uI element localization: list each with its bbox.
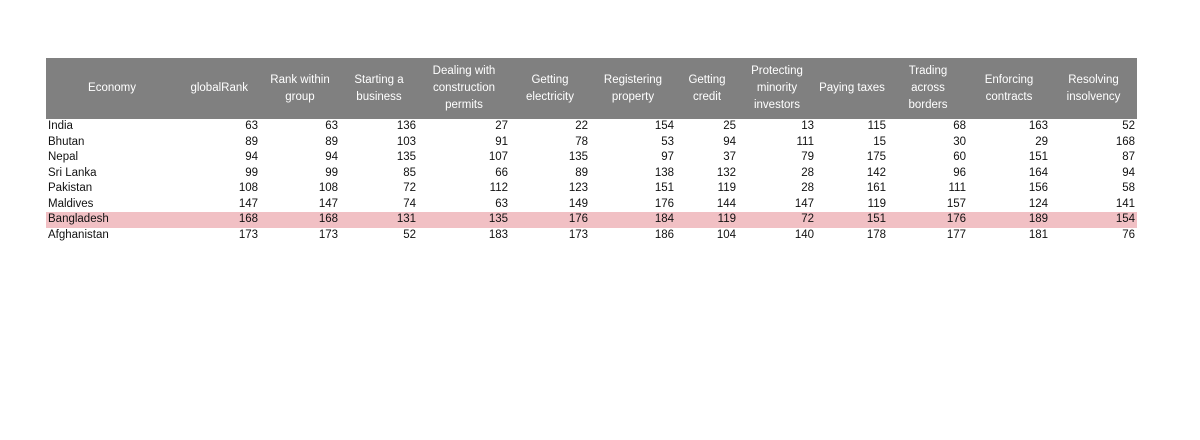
- table-row: [46, 228, 1137, 244]
- header-row: [46, 58, 1137, 119]
- value-cell: 138: [654, 166, 674, 179]
- column-header-1: globalRank: [190, 82, 248, 94]
- value-cell: 107: [488, 151, 508, 164]
- value-cell: 151: [654, 182, 674, 195]
- value-cell: 13: [801, 120, 814, 133]
- value-cell: 189: [968, 212, 1050, 228]
- value-cell: 119: [717, 182, 736, 195]
- value-cell: 89: [575, 166, 588, 179]
- value-cell: 115: [867, 120, 886, 133]
- value-cell: 186: [654, 228, 674, 241]
- table-header: [46, 58, 1137, 119]
- table-row: [46, 166, 1137, 182]
- value-cell: 178: [866, 228, 886, 241]
- economy-cell: Sri Lanka: [48, 166, 97, 179]
- value-cell: 119: [676, 212, 738, 228]
- economy-cell: Nepal: [48, 151, 79, 164]
- value-cell: 149: [568, 197, 588, 210]
- column-header-12: Resolving insolvency: [1066, 73, 1121, 103]
- value-cell: 131: [340, 212, 418, 228]
- value-cell: 135: [396, 151, 416, 164]
- value-cell: 168: [1115, 135, 1135, 148]
- value-cell: 68: [953, 120, 966, 133]
- value-cell: 66: [495, 166, 508, 179]
- column-header-2: Rank within group: [270, 73, 330, 103]
- value-cell: 142: [866, 166, 886, 179]
- table-row: [46, 212, 1137, 228]
- value-cell: 89: [245, 135, 258, 148]
- column-header-7: Getting credit: [688, 73, 726, 103]
- value-cell: 164: [1028, 166, 1048, 179]
- value-cell: 63: [325, 120, 338, 133]
- table-row: [46, 181, 1137, 197]
- value-cell: 147: [238, 197, 258, 210]
- value-cell: 154: [654, 120, 674, 133]
- value-cell: 22: [575, 120, 588, 133]
- value-cell: 151: [1028, 151, 1048, 164]
- column-header-10: Trading across borders: [908, 65, 948, 111]
- value-cell: 183: [488, 228, 508, 241]
- rankings-table: [46, 58, 1137, 243]
- value-cell: 135: [568, 151, 588, 164]
- value-cell: 154: [1050, 212, 1137, 228]
- economy-cell: Afghanistan: [48, 228, 109, 241]
- value-cell: 72: [403, 182, 416, 195]
- value-cell: 173: [568, 228, 588, 241]
- value-cell: 15: [873, 135, 886, 148]
- economy-cell: Pakistan: [48, 182, 93, 195]
- value-cell: 123: [568, 182, 588, 195]
- value-cell: 87: [1122, 151, 1135, 164]
- value-cell: 91: [495, 135, 508, 148]
- value-cell: 176: [654, 197, 674, 210]
- value-cell: 94: [723, 135, 736, 148]
- value-cell: 163: [1028, 120, 1048, 133]
- economy-cell: Bangladesh: [46, 212, 178, 228]
- value-cell: 28: [801, 182, 814, 195]
- value-cell: 173: [318, 228, 338, 241]
- value-cell: 60: [953, 151, 966, 164]
- column-header-0: Economy: [88, 82, 136, 94]
- value-cell: 156: [1028, 182, 1048, 195]
- column-header-5: Getting electricity: [526, 73, 574, 103]
- economy-cell: India: [48, 120, 73, 133]
- value-cell: 112: [489, 182, 508, 195]
- value-cell: 76: [1122, 228, 1135, 241]
- value-cell: 94: [1122, 166, 1135, 179]
- value-cell: 111: [796, 135, 814, 148]
- column-header-11: Enforcing contracts: [984, 73, 1034, 103]
- column-header-9: Paying taxes: [819, 82, 885, 94]
- value-cell: 151: [816, 212, 888, 228]
- value-cell: 94: [325, 151, 338, 164]
- value-cell: 175: [866, 151, 886, 164]
- value-cell: 140: [794, 228, 814, 241]
- value-cell: 52: [403, 228, 416, 241]
- value-cell: 79: [801, 151, 814, 164]
- value-cell: 74: [403, 197, 416, 210]
- value-cell: 37: [723, 151, 736, 164]
- value-cell: 52: [1122, 120, 1135, 133]
- value-cell: 111: [948, 182, 966, 195]
- table-row: [46, 135, 1137, 151]
- value-cell: 173: [238, 228, 258, 241]
- value-cell: 124: [1028, 197, 1048, 210]
- doing-business-table: [46, 58, 1137, 243]
- value-cell: 25: [723, 120, 736, 133]
- economy-cell: Bhutan: [48, 135, 85, 148]
- value-cell: 144: [716, 197, 736, 210]
- table-row: [46, 197, 1137, 213]
- value-cell: 94: [245, 151, 258, 164]
- value-cell: 103: [396, 135, 416, 148]
- value-cell: 168: [260, 212, 340, 228]
- value-cell: 168: [178, 212, 260, 228]
- value-cell: 96: [953, 166, 966, 179]
- value-cell: 85: [403, 166, 416, 179]
- value-cell: 27: [495, 120, 508, 133]
- value-cell: 78: [575, 135, 588, 148]
- value-cell: 99: [245, 166, 258, 179]
- value-cell: 141: [1115, 197, 1135, 210]
- value-cell: 181: [1028, 228, 1048, 241]
- table-body: [46, 119, 1137, 243]
- value-cell: 136: [396, 120, 416, 133]
- table-row: [46, 119, 1137, 135]
- value-cell: 108: [238, 182, 258, 195]
- value-cell: 99: [325, 166, 338, 179]
- value-cell: 30: [953, 135, 966, 148]
- value-cell: 89: [325, 135, 338, 148]
- value-cell: 104: [716, 228, 736, 241]
- value-cell: 53: [661, 135, 674, 148]
- table-row: [46, 150, 1137, 166]
- economy-cell: Maldives: [48, 197, 94, 210]
- value-cell: 157: [946, 197, 966, 210]
- value-cell: 28: [801, 166, 814, 179]
- value-cell: 176: [888, 212, 968, 228]
- value-cell: 108: [318, 182, 338, 195]
- value-cell: 147: [318, 197, 338, 210]
- column-header-3: Starting a business: [354, 73, 404, 103]
- value-cell: 63: [245, 120, 258, 133]
- value-cell: 184: [590, 212, 676, 228]
- value-cell: 132: [716, 166, 736, 179]
- value-cell: 177: [946, 228, 966, 241]
- column-header-8: Protecting minority investors: [751, 65, 803, 111]
- value-cell: 161: [866, 182, 886, 195]
- value-cell: 97: [661, 151, 674, 164]
- value-cell: 135: [418, 212, 510, 228]
- value-cell: 176: [510, 212, 590, 228]
- value-cell: 147: [794, 197, 814, 210]
- value-cell: 63: [495, 197, 508, 210]
- value-cell: 119: [867, 197, 886, 210]
- column-header-6: Registering property: [603, 73, 663, 103]
- value-cell: 72: [738, 212, 816, 228]
- value-cell: 29: [1035, 135, 1048, 148]
- value-cell: 58: [1122, 182, 1135, 195]
- column-header-4: Dealing with construction permits: [432, 65, 496, 111]
